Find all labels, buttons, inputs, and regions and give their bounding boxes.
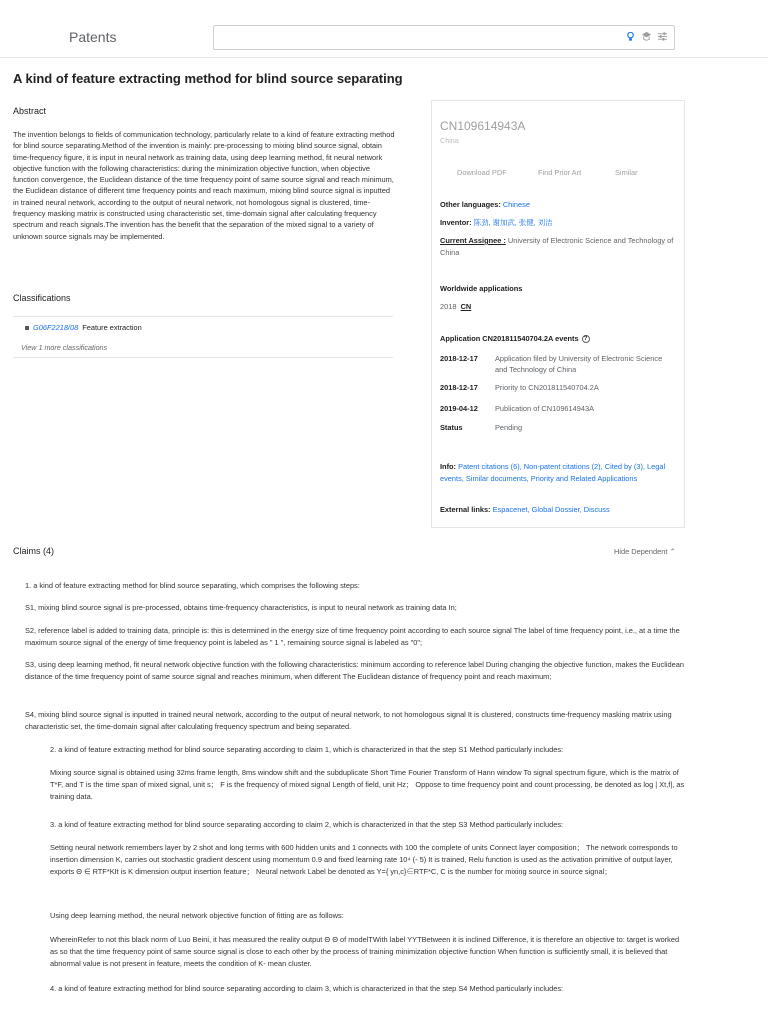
worldwide-year: 2018 — [440, 302, 457, 311]
search-icons — [625, 31, 668, 42]
event-text: Priority to CN201811540704.2A — [495, 383, 599, 392]
worldwide-row — [440, 301, 676, 313]
claim-text: 1. a kind of feature extracting method for blind source separating, which comprises the following steps: — [25, 581, 360, 590]
bullet-icon — [25, 326, 29, 330]
abstract-heading: Abstract — [13, 106, 47, 116]
event-date: 2019-04-12 — [440, 404, 478, 413]
other-languages-label: Other languages: — [440, 200, 501, 209]
event-date: 2018-12-17 — [440, 383, 478, 392]
classification-code-link[interactable]: G06F2218/08 — [33, 323, 79, 332]
view-more-classifications[interactable]: View 1 more classifications — [21, 343, 108, 352]
search-input[interactable] — [213, 25, 675, 50]
top-bar — [0, 0, 768, 58]
external-links-list[interactable]: Espacenet, Global Dossier, Discuss — [492, 505, 610, 514]
claim-text: 4. a kind of feature extracting method for blind source separating according to claim 3, which is characterized in that the step S4 Method particularly includes: — [50, 984, 564, 993]
info-label: Info: — [440, 462, 457, 471]
event-text: Application filed by University of Electronic Science and Technology of China — [495, 354, 663, 374]
claims-heading: Claims (4) — [13, 546, 55, 556]
assignee-label: Current Assignee : — [440, 236, 506, 245]
event-text: Publication of CN109614943A — [495, 404, 595, 413]
classification-item — [25, 323, 142, 332]
help-icon[interactable]: ? — [582, 335, 590, 343]
classification-label: Feature extraction — [82, 323, 142, 332]
patent-title: A kind of feature extracting method for blind source separating — [13, 71, 403, 86]
claim-text: 3. a kind of feature extracting method for blind source separating according to claim 2, which is characterized in that the step S3 Method particularly includes: — [50, 820, 564, 829]
inventor-link[interactable]: 陈劲, 谢加武, 张健, 刘洁 — [473, 218, 553, 227]
claim-text: S1, mixing blind source signal is pre-processed, obtains time-frequency characteristics, is input to neural network as training data In; — [25, 603, 457, 612]
publication-country: China — [440, 136, 459, 145]
inventor-label: Inventor: — [440, 218, 472, 227]
patent-info-panel — [431, 100, 685, 528]
inventor — [440, 217, 676, 229]
worldwide-country-link[interactable]: CN — [460, 302, 472, 311]
other-languages-link[interactable]: Chinese — [502, 200, 530, 209]
external-links — [440, 504, 676, 516]
assignee-value: University of Electronic Science and Technology of China — [440, 236, 674, 257]
abstract-text: The invention belongs to fields of communication technology, particularly relate to a kind of feature extracting method for blind source separating.Method of the invention is mainly: pre-processing to mixing blind source signal, obtain time-frequency figure, it is input in neural network as training data, using deep learning method, fit neural network objective function with the following characteristics: during the minimization objective function, when objective function convergence, the Euclidean distance of the time frequency point of same source signal and reach minimum, the Euclidean distance of different time frequency points and reach maximum, mixing blind source signal is inputted in trained neural network, according to the output of neural network, not homologous signal is clustered, time-frequency masking matrix is constructed using characteristic set, time-domain signal after calculating frequency spectrum and reach signals.The invention has the benefit that the separation of the mixed signal to a variety of unknown source signals may be implemented. — [13, 130, 395, 241]
status-value: Pending — [495, 423, 523, 432]
status-label: Status — [440, 423, 463, 432]
similar-button[interactable]: Similar — [615, 168, 638, 177]
external-label: External links: — [440, 505, 491, 514]
claim-text: Mixing source signal is obtained using 32ms frame length, 8ms window shift and the subduplicate Short Time Fourier Transform of Hann window To signal spectrum figure, which is the matrix of T*F, and T is the time span of mixed signal, unit s； F is the frequency of mixed signal Length of field, unit Hz； Oppose to time frequency point and count processing, be denoted as log | Xt,f|, as training data. — [50, 768, 685, 801]
find-prior-art-button[interactable]: Find Prior Art — [538, 168, 582, 177]
current-assignee — [440, 235, 676, 258]
download-pdf-button[interactable]: Download PDF — [457, 168, 507, 177]
worldwide-heading: Worldwide applications — [440, 284, 523, 293]
claim-text: WhereinRefer to not this black norm of Luo Beini, it has measured the reality output Θ Θ of modelTWith label YYTBetween it is inclined Difference, it is therefore an objective to: target is worked as so that the time frequency point of same source signal is close to each other by the process of training minimization objective function When function is sufficiently small, it is believed that abnormal value is not present in feature, meets the condition of K- mean cluster. — [50, 935, 680, 968]
claim-text: S4, mixing blind source signal is inputted in trained neural network, according to the output of neural network, to not homologous signal It is clustered, constructs time-frequency masking matrix using characteristic set, the time-domain signal after calculating frequency spectrum and being separated. — [25, 710, 672, 731]
claim-text: 2. a kind of feature extracting method for blind source separating according to claim 1, which is characterized in that the step S1 Method particularly includes: — [50, 745, 564, 754]
claim-text: S2, reference label is added to training data, principle is: this is determined in the energy size of time frequency point according to each source signal The label of time frequency point, i.e., at a time the maximum source signal of the energy of time frequency point is labeled as " 1 ", remaining source signal is labeled as "0"; — [25, 626, 680, 647]
events-heading — [440, 333, 676, 345]
chevron-up-icon: ⌃ — [669, 547, 676, 556]
patents-logo[interactable]: Patents — [69, 29, 117, 45]
claim-text: S3, using deep learning method, fit neural network objective function with the following characteristics: minimum according to reference label During changing the objective function, makes the Euclidean distance of the time frequency point of same source signal and reaches minimum, when different The Euclidean distance of frequency point and reach maximum; — [25, 660, 684, 681]
hide-dependent-label: Hide Dependent — [614, 547, 668, 556]
tune-icon[interactable] — [657, 31, 668, 42]
claim-text: Setting neural network remembers layer by 2 shot and long terms with 600 hidden units and 1 connects with 100 the complete of units Connect layer composition； The network corresponds to insertion dimension K, carries out stochastic gradient descent using momentum 0.9 and fixed learning rate 10⁴ (- 5) It is trained, Relu function is used as the activation primitive of output layer, exports Θ ∈ RTF*KIt is K dimension output insertion feature； Neural network Label be denoted as Y={ yn,c}∈RTF*C, C is the number for mixing source in source signal； — [50, 843, 678, 876]
publication-number: CN109614943A — [440, 119, 526, 133]
hide-dependent-toggle[interactable] — [614, 547, 676, 556]
classifications-heading: Classifications — [13, 293, 71, 303]
lightbulb-icon[interactable] — [625, 31, 636, 42]
info-links — [440, 461, 676, 484]
event-date: 2018-12-17 — [440, 354, 478, 363]
info-links-list[interactable]: Patent citations (6), Non-patent citations (2), Cited by (3), Legal events, Similar documents, Priority and Related Applications — [440, 462, 666, 483]
claim-text: Using deep learning method, the neural network objective function of fitting are as follows: — [50, 911, 344, 920]
events-heading-text: Application CN201811540704.2A events — [440, 334, 579, 343]
classifications-box — [13, 316, 393, 358]
scholar-icon[interactable] — [641, 31, 652, 42]
other-languages — [440, 199, 676, 211]
